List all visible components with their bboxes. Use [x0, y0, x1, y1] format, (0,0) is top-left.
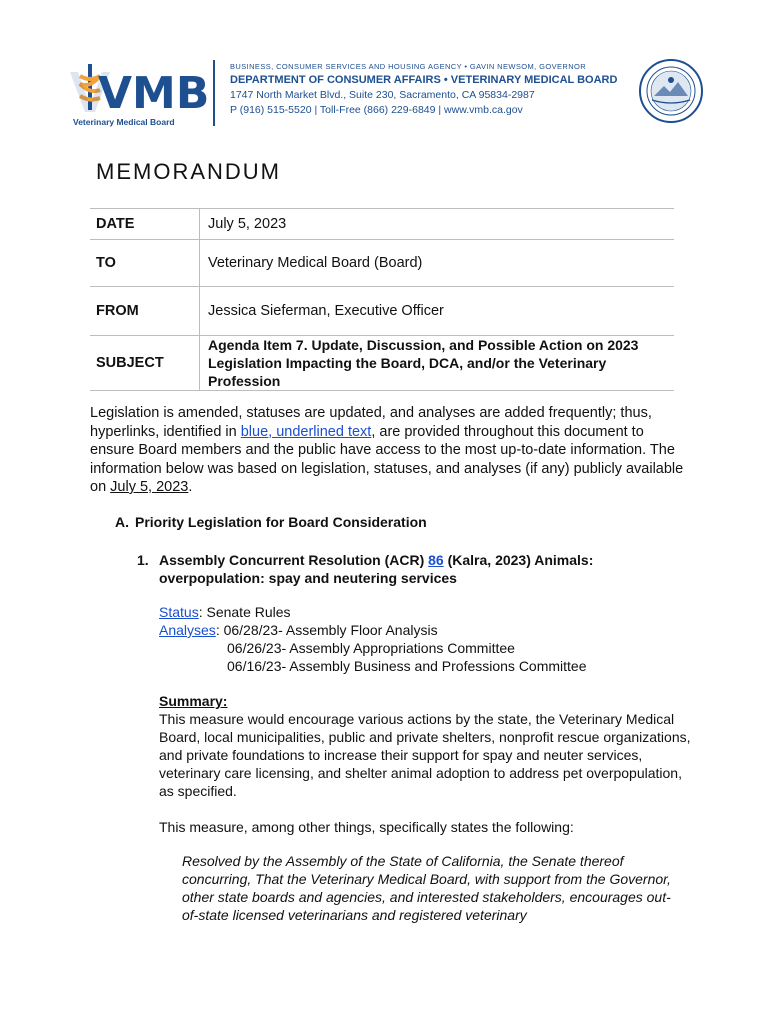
section-a-heading [115, 513, 427, 532]
status-value: : Senate Rules [198, 604, 291, 620]
analyses-line: Analyses: 06/28/23- Assembly Floor Analysis [159, 622, 438, 638]
bill-link[interactable]: 86 [428, 552, 444, 568]
department-line: DEPARTMENT OF CONSUMER AFFAIRS • VETERINARY MEDICAL BOARD [230, 74, 618, 86]
table-row [90, 240, 674, 287]
vmb-logo-text: VMB [98, 68, 210, 119]
analysis-entry: 06/16/23- Assembly Business and Professions Committee [227, 658, 587, 674]
from-label: FROM [90, 287, 200, 336]
section-title: Priority Legislation for Board Consideration [135, 514, 427, 530]
analyses-link[interactable]: Analyses [159, 622, 216, 638]
measure-line: This measure, among other things, specifically states the following: [159, 819, 574, 835]
item-suffix: (Kalra, 2023) Animals: overpopulation: spay and neutering services [159, 552, 594, 586]
letterhead [68, 58, 708, 136]
address-line: 1747 North Market Blvd., Suite 230, Sacramento, CA 95834-2987 [230, 89, 535, 101]
table-row [90, 209, 674, 240]
table-row [90, 287, 674, 336]
memo-header-table [90, 208, 674, 391]
subject-value: Agenda Item 7. Update, Discussion, and Possible Action on 2023 Legislation Impacting the Board, DCA, and/or the Veterinary Profession [200, 336, 675, 391]
subject-label: SUBJECT [90, 336, 200, 391]
item-prefix: Assembly Concurrent Resolution (ACR) [159, 552, 429, 568]
resolved-quote: Resolved by the Assembly of the State of California, the Senate thereof concurring, That the Veterinary Medical Board, with support from the Governor, other state boards and agencies, and interested stakeholders, encourages out-of-state licensed veterinarians and registered veterinary [182, 853, 671, 923]
item-1-heading [137, 551, 657, 587]
to-label: TO [90, 240, 200, 287]
header-divider [213, 60, 215, 126]
date-label: DATE [90, 209, 200, 240]
agency-block [230, 62, 630, 116]
section-letter: A. [115, 514, 129, 530]
intro-text-3: . [188, 479, 193, 495]
table-row [90, 336, 674, 391]
vmb-logo [68, 62, 210, 130]
analysis-entry: 06/26/23- Assembly Appropriations Committee [227, 640, 515, 656]
memo-title: MEMORANDUM [96, 159, 281, 184]
intro-text-2: , are provided throughout this document to ensure Board members and the public have access to the most up-to-date information. The information below was based on legislation, statuses, and analyses (if any) publicly available on [90, 423, 684, 495]
intro-text-1: Legislation is amended, statuses are updated, and analyses are added frequently; thus, hyperlinks, identified in [90, 405, 652, 440]
analysis-entry: 06/28/23- Assembly Floor Analysis [223, 622, 438, 638]
from-value: Jessica Sieferman, Executive Officer [200, 287, 675, 336]
state-seal-icon [638, 58, 704, 124]
agency-line: BUSINESS, CONSUMER SERVICES AND HOUSING AGENCY • GAVIN NEWSOM, GOVERNOR [230, 62, 587, 71]
status-link[interactable]: Status [159, 604, 199, 620]
contact-line: P (916) 515-5520 | Toll-Free (866) 229-6849 | www.vmb.ca.gov [230, 104, 523, 116]
vmb-logo-icon [68, 62, 210, 119]
item-number: 1. [137, 552, 149, 568]
status-line [159, 603, 291, 621]
logo-caption: Veterinary Medical Board [73, 117, 175, 127]
date-value: July 5, 2023 [200, 209, 675, 240]
to-value: Veterinary Medical Board (Board) [200, 240, 675, 287]
sample-hyperlink[interactable]: blue, underlined text [240, 423, 372, 440]
intro-paragraph [90, 404, 690, 497]
summary-body: This measure would encourage various actions by the state, the Veterinary Medical Board, local municipalities, public and private shelters, nonprofit rescue organizations, and private foundations to increase their support for spay and neuter services, veterinary care licensing, and shelter animal adoption to address pet overpopulation, as specified. [159, 711, 691, 799]
summary-heading: Summary: [159, 693, 228, 709]
intro-date: July 5, 2023 [110, 479, 189, 495]
